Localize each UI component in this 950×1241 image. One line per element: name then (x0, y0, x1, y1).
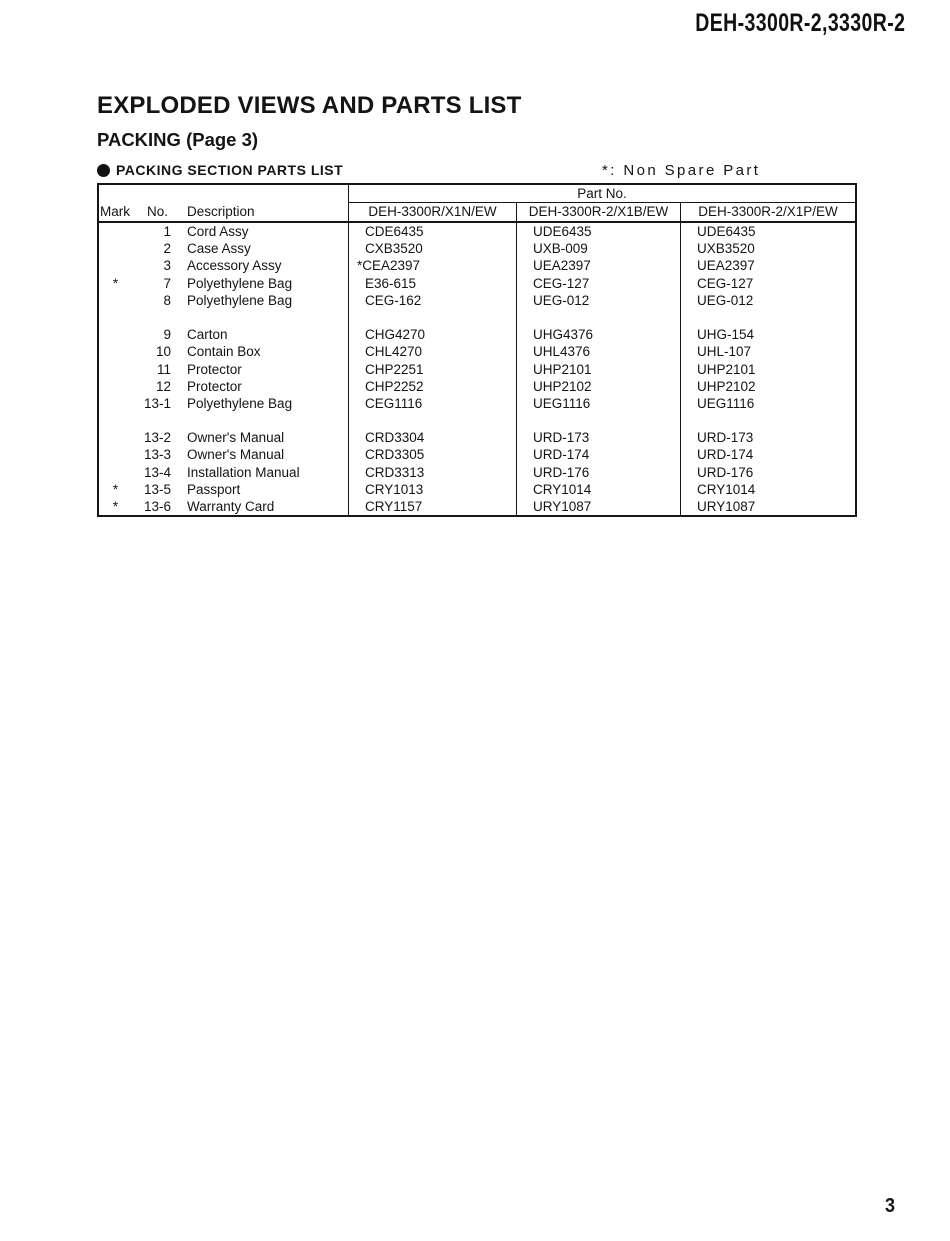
part-no-cell: UHP2101 (680, 361, 855, 378)
part-no-cell: CRD3305 (348, 446, 516, 463)
table-row (99, 464, 855, 481)
part-no-cell: CEG-127 (516, 275, 680, 292)
part-no-cell: URY1087 (680, 498, 855, 515)
section-title (97, 162, 343, 178)
table-row (99, 275, 855, 292)
part-no-cell: URD-174 (680, 446, 855, 463)
mark-cell (99, 240, 132, 257)
description-cell: Polyethylene Bag (187, 292, 293, 308)
part-no-cell: E36-615 (348, 275, 516, 292)
table-row (99, 326, 855, 343)
part-no-cell: URD-176 (516, 464, 680, 481)
description-cell: Cord Assy (187, 224, 249, 239)
part-no-cell: UEG1116 (680, 395, 855, 412)
table-row (99, 240, 855, 257)
part-no-cell: CRY1014 (516, 481, 680, 498)
no-cell: 11 (156, 361, 171, 377)
part-no-cell: CHP2251 (348, 361, 516, 378)
part-no-cell: CEG1116 (348, 395, 516, 412)
table-row (99, 343, 855, 360)
mark-cell: * (112, 481, 119, 497)
table-row (99, 292, 855, 309)
part-no-cell: UHG4376 (516, 326, 680, 343)
mark-cell: * (112, 499, 119, 514)
model-column-header-2: DEH-3300R-2/X1B/EW (516, 203, 680, 221)
no-cell: 7 (163, 275, 171, 291)
no-cell: 10 (155, 344, 171, 360)
part-no-cell: CXB3520 (348, 240, 516, 257)
description-header: Description (187, 204, 255, 219)
part-no-cell: UEA2397 (680, 257, 855, 274)
part-no-cell: UEG1116 (516, 395, 680, 412)
table-header-row (99, 203, 855, 223)
part-no-cell: CRD3304 (348, 429, 516, 446)
part-no-cell: CHG4270 (348, 326, 516, 343)
description-cell: Warranty Card (187, 499, 275, 514)
no-cell: 1 (163, 224, 171, 239)
part-no-cell: UHP2102 (680, 378, 855, 395)
no-cell: 13-1 (143, 395, 171, 411)
table-row (99, 498, 855, 515)
mark-cell (99, 343, 132, 360)
part-no-cell: CRY1014 (680, 481, 855, 498)
section-title-text: PACKING SECTION PARTS LIST (116, 162, 344, 178)
mark-cell (99, 429, 132, 446)
part-no-cell: CEG-127 (680, 275, 855, 292)
part-no-cell: UHL4376 (516, 343, 680, 360)
description-cell: Installation Manual (187, 464, 300, 480)
part-no-cell: UEA2397 (516, 257, 680, 274)
no-header: No. (147, 204, 169, 219)
model-column-header-1: DEH-3300R/X1N/EW (348, 203, 516, 221)
mark-cell (99, 292, 132, 309)
packing-parts-table (97, 183, 857, 517)
no-cell: 13-6 (143, 499, 171, 514)
mark-cell (99, 326, 132, 343)
table-row (99, 257, 855, 274)
part-no-cell: UXB-009 (516, 240, 680, 257)
model-column-header-3: DEH-3300R-2/X1P/EW (680, 203, 855, 221)
table-row (99, 378, 855, 395)
part-no-cell: UDE6435 (680, 223, 855, 240)
part-no-cell: UHL-107 (680, 343, 855, 360)
no-cell: 2 (163, 241, 171, 257)
description-cell: Owner's Manual (187, 430, 285, 446)
no-cell: 8 (163, 292, 171, 308)
description-cell: Passport (187, 481, 241, 497)
no-cell: 12 (155, 378, 171, 394)
left-column-headers (99, 203, 348, 221)
mark-cell: * (112, 275, 119, 291)
part-no-group-header: Part No. (348, 185, 855, 203)
table-row (99, 395, 855, 412)
mark-cell (99, 378, 132, 395)
part-no-cell: URY1087 (516, 498, 680, 515)
description-cell: Carton (187, 327, 228, 343)
bullet-icon (97, 164, 110, 177)
description-cell: Polyethylene Bag (187, 395, 293, 411)
part-no-cell: CDE6435 (348, 223, 516, 240)
no-cell: 13-4 (143, 464, 171, 480)
table-row (99, 446, 855, 463)
no-cell: 13-3 (143, 447, 171, 463)
part-no-cell: UDE6435 (516, 223, 680, 240)
mark-cell (99, 395, 132, 412)
non-spare-part-note: *: Non Spare Part (602, 162, 761, 179)
table-gap-row (99, 309, 855, 326)
description-cell: Case Assy (187, 241, 251, 257)
mark-header: Mark (100, 204, 130, 219)
mark-cell (99, 257, 132, 274)
no-cell: 13-5 (143, 481, 171, 497)
description-cell: Contain Box (187, 344, 261, 360)
table-row (99, 361, 855, 378)
part-no-cell: CHL4270 (348, 343, 516, 360)
table-row (99, 481, 855, 498)
table-gap-row (99, 412, 855, 429)
page-number: 3 (885, 1195, 896, 1217)
part-no-cell: UHG-154 (680, 326, 855, 343)
left-header-span (99, 185, 348, 203)
main-title: EXPLODED VIEWS AND PARTS LIST (97, 92, 522, 119)
part-no-cell: UHP2101 (516, 361, 680, 378)
part-no-cell: URD-176 (680, 464, 855, 481)
part-no-cell: URD-174 (516, 446, 680, 463)
part-no-cell: UHP2102 (516, 378, 680, 395)
part-no-cell: CEG-162 (348, 292, 516, 309)
part-no-cell: CRY1013 (348, 481, 516, 498)
mark-cell (99, 361, 132, 378)
no-cell: 9 (163, 327, 171, 343)
part-no-cell: UXB3520 (680, 240, 855, 257)
model-number-header: DEH-3300R-2,3330R-2 (694, 9, 905, 37)
mark-cell (99, 223, 132, 240)
part-no-cell: URD-173 (680, 429, 855, 446)
part-no-cell: URD-173 (516, 429, 680, 446)
table-row (99, 223, 855, 240)
part-no-cell: UEG-012 (680, 292, 855, 309)
part-no-cell: CRY1157 (348, 498, 516, 515)
no-cell: 13-2 (143, 430, 171, 446)
no-cell: 3 (163, 258, 171, 274)
part-no-cell: CRD3313 (348, 464, 516, 481)
description-cell: Protector (187, 378, 242, 394)
description-cell: Owner's Manual (187, 447, 285, 463)
part-no-cell: *CEA2397 (348, 257, 516, 274)
description-cell: Polyethylene Bag (187, 275, 293, 291)
table-header-row-top (99, 185, 855, 203)
mark-cell (99, 464, 132, 481)
part-no-cell: UEG-012 (516, 292, 680, 309)
mark-cell (99, 446, 132, 463)
packing-title: PACKING (Page 3) (97, 129, 259, 150)
description-cell: Protector (187, 361, 242, 377)
table-row (99, 429, 855, 446)
part-no-cell: CHP2252 (348, 378, 516, 395)
description-cell: Accessory Assy (187, 258, 282, 274)
